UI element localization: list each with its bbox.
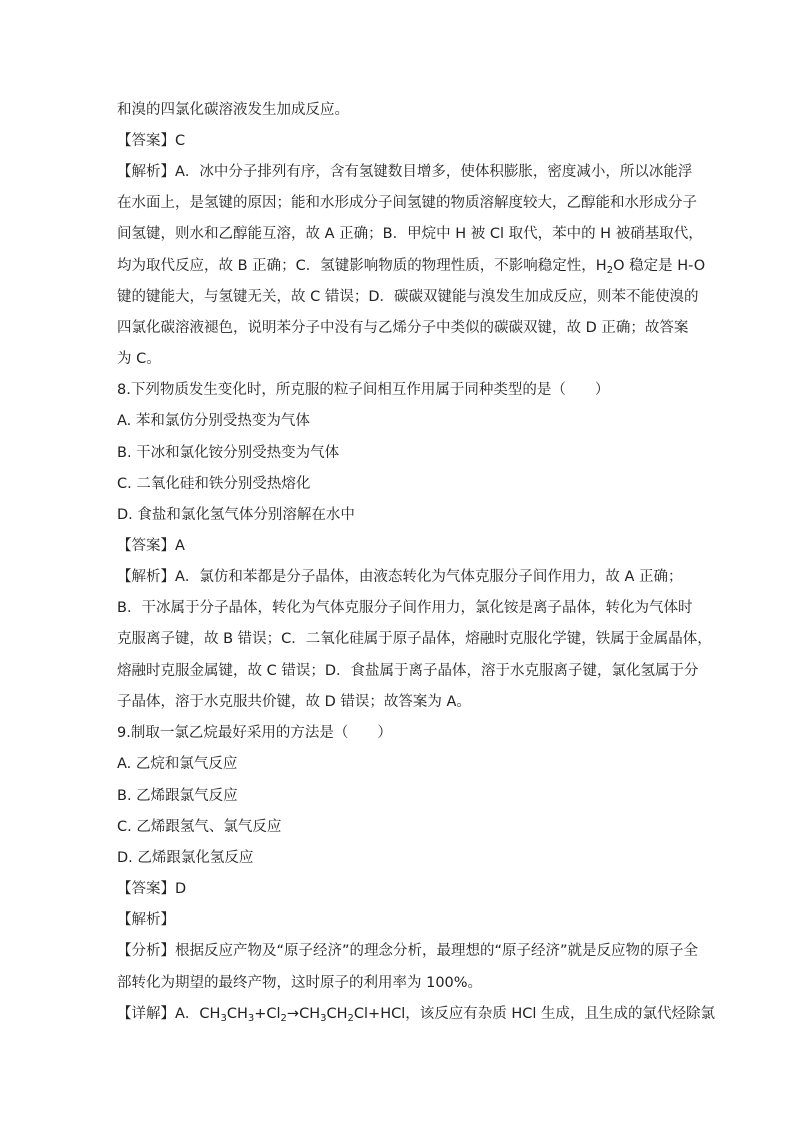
text-line: 克服离子键，故 B 错误；C．二氧化硅属于原子晶体，熔融时克服化学键，铁属于金属晶体， <box>117 631 712 647</box>
text-line: 键的键能大，与氢键无关，故 C 错误；D．碳碳双键能与溴发生加成反应，则苯不能使溴的 <box>117 289 699 305</box>
detail-line: 【详解】A．$CH_3CH_3+Cl_2\to CH_3CH_2Cl+HCl$，该反应有杂质 HCl 生成，且生成的氯代烃除氯 <box>117 1006 716 1024</box>
text-line: 部转化为期望的最终产物，这时原子的利用率为 100%。 <box>117 975 483 991</box>
text-line: 四氯化碳溶液褪色，说明苯分子中没有与乙烯分子中类似的碳碳双键，故 D 正确；故答案 <box>117 320 689 336</box>
text-segment: 均为取代反应，故 B 正确；C．氢键影响物质的物理性质，不影响稳定性， <box>117 258 596 274</box>
option-line: D. 食盐和氯化氢气体分别溶解在水中 <box>117 507 355 523</box>
answer-line: 【答案】C <box>117 133 186 149</box>
text-line: 和溴的四氯化碳溶液发生加成反应。 <box>117 102 349 118</box>
question-stem: 9.制取一氯乙烷最好采用的方法是（ ） <box>117 725 392 741</box>
text-line: 间氢键，则水和乙醇能互溶，故 A 正确；B．甲烷中 H 被 Cl 取代，苯中的 H 被硝基取代， <box>117 226 703 242</box>
option-line: D. 乙烯跟氯化氢反应 <box>117 850 254 866</box>
text-line <box>117 256 705 281</box>
text-line: 【分析】根据反应产物及“原子经济”的理念分析，最理想的“原子经济”就是反应物的原子全 <box>117 943 699 959</box>
option-line: B. 干冰和氯化铵分别受热变为气体 <box>117 445 340 461</box>
text-line: 在水面上，是氢键的原因；能和水形成分子间氢键的物质溶解度较大，乙醇能和水形成分子 <box>117 195 697 211</box>
option-line: A. 乙烷和氯气反应 <box>117 756 238 772</box>
text-line: 子晶体，溶于水克服共价键，故 D 错误；故答案为 A。 <box>117 694 471 710</box>
answer-line: 【答案】A <box>117 538 185 554</box>
text-line: 熔融时克服金属键，故 C 错误；D．食盐属于离子晶体，溶于水克服离子键，氯化氢属于分 <box>117 663 699 679</box>
text-line: B．干冰属于分子晶体，转化为气体克服分子间作用力，氯化铵是离子晶体，转化为气体时 <box>117 600 693 616</box>
option-line: A. 苯和氯仿分别受热变为气体 <box>117 413 310 429</box>
question-stem: 8.下列物质发生变化时，所克服的粒子间相互作用属于同种类型的是（ ） <box>117 382 610 398</box>
analysis-heading: 【解析】 <box>117 912 175 928</box>
option-line: C. 二氧化硅和铁分别受热熔化 <box>117 476 311 492</box>
answer-line: 【答案】D <box>117 881 187 897</box>
text-line: 【解析】A．氯仿和苯都是分子晶体，由液态转化为气体克服分子间作用力，故 A 正确； <box>117 569 683 585</box>
text-line: 为 C。 <box>117 351 161 367</box>
option-line: B. 乙烯跟氯气反应 <box>117 788 238 804</box>
chemical-equation: $CH_3CH_3+Cl_2\to CH_3CH_2$ <box>199 1006 354 1024</box>
formula-h2o: $H_2O$ 稳定是 H-O <box>595 258 706 276</box>
text-line: 【解析】A．冰中分子排列有序，含有氢键数目增多，使体积膨胀，密度减小，所以冰能浮 <box>117 164 693 180</box>
option-line: C. 乙烯跟氢气、氯气反应 <box>117 819 282 835</box>
